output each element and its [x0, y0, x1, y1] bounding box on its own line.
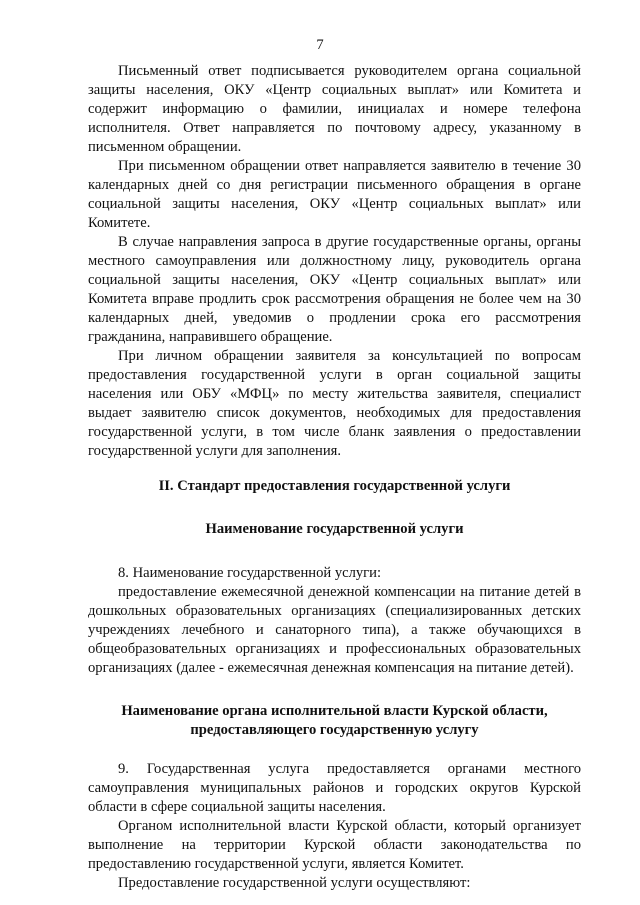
paragraph-executive-organ: Органом исполнительной власти Курской области, который организует выполнение на территории Курской области законодательства по предоставлению государственной услуги, является Комитет. [88, 818, 581, 872]
paragraph-written-response: Письменный ответ подписывается руководителем органа социальной защиты населения, ОКУ «Центр социальных выплат» или Комитета и содержит информацию о фамилии, инициалах и номере телефона исполнителя. Ответ направляется по почтовому адресу, указанному в письменном обращении. [88, 63, 581, 155]
item-8-text: предоставление ежемесячной денежной компенсации на питание детей в дошкольных образовательных организациях (специализированных детских учреждениях лечебного и санаторного типа), а также обучающихся в общеобразовательных организациях и профессиональных образовательных организациях (далее - ежемесячная денежная компенсация на питание детей). [88, 584, 581, 676]
item-8-label: 8. Наименование государственной услуги: [118, 565, 382, 581]
subsection-title-organ-line1: Наименование органа исполнительной власти Курской области, [121, 703, 548, 719]
subsection-title-service-name: Наименование государственной услуги [205, 521, 464, 537]
paragraph-providers: Предоставление государственной услуги осуществляют: [118, 875, 471, 891]
page-number: 7 [316, 37, 324, 53]
paragraph-response-term: При письменном обращении ответ направляется заявителю в течение 30 календарных дней со дня регистрации письменного обращения в органе социальной защиты населения, ОКУ «Центр социальных выплат» или Комитете. [88, 158, 581, 231]
page-content [88, 62, 581, 893]
paragraph-personal-visit: При личном обращении заявителя за консультацией по вопросам предоставления государственной услуги в орган социальной защиты населения или ОБУ «МФЦ» по месту жительства заявителя, специалист выдает заявителю список документов, необходимых для предоставления государственной услуги, в том числе бланк заявления о предоставлении государственной услуги для заполнения. [88, 348, 581, 459]
paragraph-term-extension: В случае направления запроса в другие государственные органы, органы местного самоуправления или должностному лицу, руководитель органа социальной защиты населения, ОКУ «Центр социальных выплат» или Комитета вправе продлить срок рассмотрения обращения не более чем на 30 календарных дней, уведомив о продлении срока его рассмотрения гражданина, направившего обращение. [88, 234, 581, 345]
subsection-title-organ [88, 702, 581, 740]
section-title: II. Стандарт предоставления государственной услуги [158, 478, 511, 494]
subsection-title-organ-line2: предоставляющего государственную услугу [190, 722, 479, 738]
item-9-text: 9. Государственная услуга предоставляется органами местного самоуправления муниципальных районов и городских округов Курской области в сфере социальной защиты населения. [88, 761, 581, 815]
